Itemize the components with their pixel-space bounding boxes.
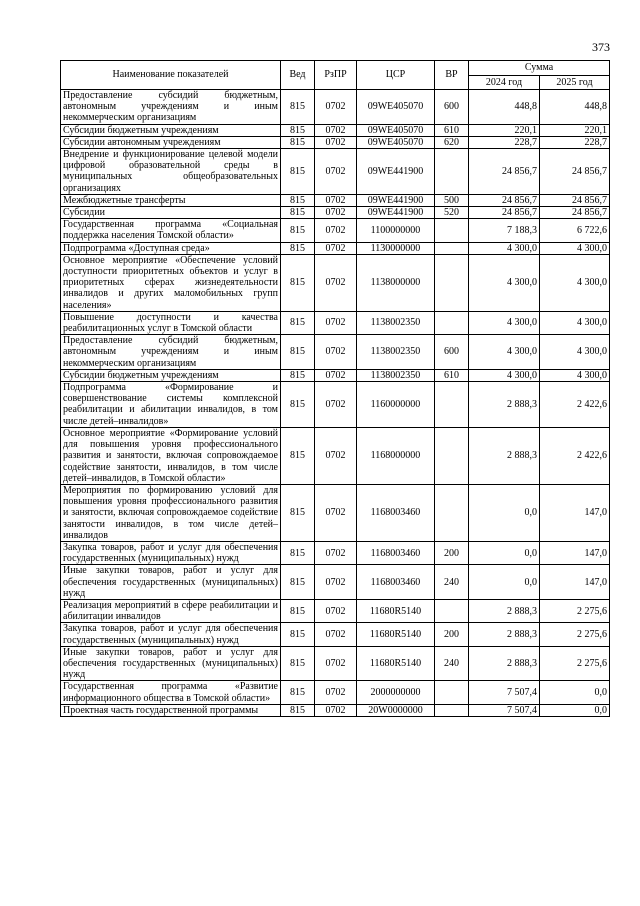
row-ved: 815 — [281, 335, 315, 370]
header-year-2024: 2024 год — [469, 75, 540, 90]
row-ved: 815 — [281, 623, 315, 646]
row-vr: 500 — [435, 194, 469, 206]
row-csr: 1168003460 — [357, 484, 435, 541]
row-name: Субсидии бюджетным учреждениям — [61, 124, 281, 136]
row-rzpr: 0702 — [315, 254, 357, 311]
row-vr: 600 — [435, 335, 469, 370]
row-sum-2024: 0,0 — [469, 541, 540, 564]
row-sum-2025: 4 300,0 — [540, 311, 610, 334]
row-name: Закупка товаров, работ и услуг для обеспечения государственных (муниципальных) нужд — [61, 623, 281, 646]
table-row — [61, 541, 610, 564]
row-rzpr: 0702 — [315, 90, 357, 125]
row-name: Предоставление субсидий бюджетным, автономным учреждениям и иным некоммерческим организациям — [61, 335, 281, 370]
header-csr: ЦСР — [357, 61, 435, 90]
row-csr: 11680R5140 — [357, 623, 435, 646]
row-sum-2024: 4 300,0 — [469, 369, 540, 381]
table-row — [61, 207, 610, 219]
row-vr: 620 — [435, 136, 469, 148]
row-ved: 815 — [281, 681, 315, 704]
header-year-2025: 2025 год — [540, 75, 610, 90]
row-vr — [435, 681, 469, 704]
row-csr: 1168003460 — [357, 541, 435, 564]
row-vr — [435, 149, 469, 195]
row-sum-2025: 4 300,0 — [540, 369, 610, 381]
row-rzpr: 0702 — [315, 136, 357, 148]
row-csr: 1168003460 — [357, 565, 435, 600]
row-name: Внедрение и функционирование целевой модели цифровой образовательной среды в муниципальных общеобразовательных организациях — [61, 149, 281, 195]
row-vr: 200 — [435, 541, 469, 564]
table-row — [61, 565, 610, 600]
row-sum-2024: 220,1 — [469, 124, 540, 136]
row-name: Иные закупки товаров, работ и услуг для обеспечения государственных (муниципальных) нужд — [61, 646, 281, 681]
row-csr: 09WE441900 — [357, 194, 435, 206]
row-sum-2025: 4 300,0 — [540, 242, 610, 254]
table-row — [61, 646, 610, 681]
row-csr: 1138002350 — [357, 335, 435, 370]
row-ved: 815 — [281, 254, 315, 311]
table-row — [61, 382, 610, 428]
row-csr: 1138002350 — [357, 311, 435, 334]
row-sum-2025: 2 422,6 — [540, 382, 610, 428]
table-row — [61, 254, 610, 311]
row-rzpr: 0702 — [315, 207, 357, 219]
header-sum: Сумма — [469, 61, 610, 76]
row-sum-2025: 2 275,6 — [540, 623, 610, 646]
row-ved: 815 — [281, 124, 315, 136]
row-name: Мероприятия по формированию условий для повышения уровня профессионального развития и занятости, включая сопровождаемое содействие занятости инвалидов, в том числе детей–инвалидов — [61, 484, 281, 541]
row-sum-2025: 2 275,6 — [540, 646, 610, 681]
table-row — [61, 335, 610, 370]
row-rzpr: 0702 — [315, 646, 357, 681]
row-csr: 11680R5140 — [357, 646, 435, 681]
row-name: Субсидии автономным учреждениям — [61, 136, 281, 148]
row-vr — [435, 311, 469, 334]
row-name: Основное мероприятие «Обеспечение условий доступности приоритетных объектов и услуг в приоритетных сферах жизнедеятельности инвалидов и других маломобильных групп населения» — [61, 254, 281, 311]
table-row — [61, 136, 610, 148]
row-rzpr: 0702 — [315, 219, 357, 242]
row-ved: 815 — [281, 382, 315, 428]
row-csr: 1138000000 — [357, 254, 435, 311]
row-ved: 815 — [281, 242, 315, 254]
table-row — [61, 623, 610, 646]
header-name: Наименование показателей — [61, 61, 281, 90]
row-vr — [435, 427, 469, 484]
row-csr: 1130000000 — [357, 242, 435, 254]
row-sum-2024: 2 888,3 — [469, 427, 540, 484]
row-ved: 815 — [281, 311, 315, 334]
table-row — [61, 681, 610, 704]
row-csr: 09WE405070 — [357, 90, 435, 125]
row-csr: 1138002350 — [357, 369, 435, 381]
row-name: Субсидии бюджетным учреждениям — [61, 369, 281, 381]
row-name: Реализация мероприятий в сфере реабилитации и абилитации инвалидов — [61, 599, 281, 622]
row-ved: 815 — [281, 484, 315, 541]
row-csr: 09WE441900 — [357, 207, 435, 219]
row-ved: 815 — [281, 599, 315, 622]
budget-table — [60, 60, 610, 717]
row-rzpr: 0702 — [315, 484, 357, 541]
row-sum-2024: 2 888,3 — [469, 623, 540, 646]
row-rzpr: 0702 — [315, 623, 357, 646]
row-sum-2025: 228,7 — [540, 136, 610, 148]
table-row — [61, 704, 610, 716]
row-name: Субсидии — [61, 207, 281, 219]
row-rzpr: 0702 — [315, 704, 357, 716]
header-vr: ВР — [435, 61, 469, 90]
row-vr — [435, 254, 469, 311]
row-sum-2024: 448,8 — [469, 90, 540, 125]
row-sum-2025: 0,0 — [540, 681, 610, 704]
row-sum-2024: 4 300,0 — [469, 335, 540, 370]
row-sum-2024: 24 856,7 — [469, 207, 540, 219]
row-ved: 815 — [281, 646, 315, 681]
row-rzpr: 0702 — [315, 369, 357, 381]
row-sum-2024: 228,7 — [469, 136, 540, 148]
row-sum-2025: 0,0 — [540, 704, 610, 716]
row-sum-2025: 24 856,7 — [540, 207, 610, 219]
table-row — [61, 484, 610, 541]
row-vr: 200 — [435, 623, 469, 646]
row-ved: 815 — [281, 565, 315, 600]
table-row — [61, 599, 610, 622]
row-ved: 815 — [281, 704, 315, 716]
row-vr — [435, 704, 469, 716]
row-sum-2024: 24 856,7 — [469, 149, 540, 195]
row-csr: 2000000000 — [357, 681, 435, 704]
row-name: Подпрограмма «Формирование и совершенствование системы комплексной реабилитации и абилитации инвалидов, в том числе детей–инвалидов» — [61, 382, 281, 428]
row-sum-2024: 4 300,0 — [469, 242, 540, 254]
row-sum-2024: 7 507,4 — [469, 681, 540, 704]
row-name: Основное мероприятие «Формирование условий для повышения уровня профессионального развития и занятости, включая сопровождаемое содействие занятости, инвалидов, в том числе детей–инвалидов, в Томской области» — [61, 427, 281, 484]
table-body — [61, 90, 610, 717]
row-rzpr: 0702 — [315, 124, 357, 136]
row-rzpr: 0702 — [315, 681, 357, 704]
row-csr: 1160000000 — [357, 382, 435, 428]
row-name: Повышение доступности и качества реабилитационных услуг в Томской области — [61, 311, 281, 334]
table-row — [61, 149, 610, 195]
table-row — [61, 90, 610, 125]
row-sum-2024: 4 300,0 — [469, 311, 540, 334]
row-vr: 240 — [435, 565, 469, 600]
row-sum-2025: 448,8 — [540, 90, 610, 125]
row-rzpr: 0702 — [315, 335, 357, 370]
row-csr: 09WE405070 — [357, 124, 435, 136]
row-vr: 610 — [435, 369, 469, 381]
row-name: Проектная часть государственной программы — [61, 704, 281, 716]
row-sum-2024: 2 888,3 — [469, 382, 540, 428]
table-row — [61, 219, 610, 242]
row-name: Государственная программа «Развитие информационного общества в Томской области» — [61, 681, 281, 704]
header-rzpr: РзПР — [315, 61, 357, 90]
row-csr: 09WE441900 — [357, 149, 435, 195]
row-vr — [435, 382, 469, 428]
row-sum-2025: 24 856,7 — [540, 194, 610, 206]
row-sum-2025: 24 856,7 — [540, 149, 610, 195]
row-ved: 815 — [281, 541, 315, 564]
table-row — [61, 369, 610, 381]
table-row — [61, 242, 610, 254]
row-rzpr: 0702 — [315, 149, 357, 195]
row-ved: 815 — [281, 136, 315, 148]
row-rzpr: 0702 — [315, 541, 357, 564]
row-vr — [435, 599, 469, 622]
row-vr — [435, 484, 469, 541]
header-ved: Вед — [281, 61, 315, 90]
table-row — [61, 427, 610, 484]
row-csr: 20W0000000 — [357, 704, 435, 716]
row-csr: 11680R5140 — [357, 599, 435, 622]
row-sum-2024: 0,0 — [469, 565, 540, 600]
row-name: Предоставление субсидий бюджетным, автономным учреждениям и иным некоммерческим организациям — [61, 90, 281, 125]
row-vr — [435, 242, 469, 254]
row-sum-2025: 2 275,6 — [540, 599, 610, 622]
row-name: Межбюджетные трансферты — [61, 194, 281, 206]
row-sum-2024: 2 888,3 — [469, 599, 540, 622]
row-sum-2024: 7 507,4 — [469, 704, 540, 716]
row-rzpr: 0702 — [315, 427, 357, 484]
row-rzpr: 0702 — [315, 565, 357, 600]
row-name: Государственная программа «Социальная поддержка населения Томской области» — [61, 219, 281, 242]
row-sum-2024: 2 888,3 — [469, 646, 540, 681]
row-sum-2025: 147,0 — [540, 565, 610, 600]
row-ved: 815 — [281, 90, 315, 125]
row-sum-2025: 4 300,0 — [540, 254, 610, 311]
row-sum-2024: 7 188,3 — [469, 219, 540, 242]
row-vr: 600 — [435, 90, 469, 125]
row-rzpr: 0702 — [315, 311, 357, 334]
row-ved: 815 — [281, 427, 315, 484]
table-row — [61, 124, 610, 136]
row-vr — [435, 219, 469, 242]
row-rzpr: 0702 — [315, 242, 357, 254]
row-sum-2025: 147,0 — [540, 484, 610, 541]
row-csr: 09WE405070 — [357, 136, 435, 148]
row-sum-2025: 147,0 — [540, 541, 610, 564]
row-vr: 520 — [435, 207, 469, 219]
row-rzpr: 0702 — [315, 382, 357, 428]
table-row — [61, 311, 610, 334]
table-row — [61, 194, 610, 206]
row-vr: 240 — [435, 646, 469, 681]
row-ved: 815 — [281, 207, 315, 219]
row-sum-2024: 4 300,0 — [469, 254, 540, 311]
row-sum-2025: 220,1 — [540, 124, 610, 136]
row-sum-2025: 4 300,0 — [540, 335, 610, 370]
row-csr: 1100000000 — [357, 219, 435, 242]
row-sum-2024: 0,0 — [469, 484, 540, 541]
row-vr: 610 — [435, 124, 469, 136]
row-rzpr: 0702 — [315, 194, 357, 206]
row-sum-2025: 6 722,6 — [540, 219, 610, 242]
row-sum-2024: 24 856,7 — [469, 194, 540, 206]
row-ved: 815 — [281, 149, 315, 195]
row-ved: 815 — [281, 194, 315, 206]
row-name: Иные закупки товаров, работ и услуг для обеспечения государственных (муниципальных) нужд — [61, 565, 281, 600]
row-ved: 815 — [281, 369, 315, 381]
row-rzpr: 0702 — [315, 599, 357, 622]
row-name: Закупка товаров, работ и услуг для обеспечения государственных (муниципальных) нужд — [61, 541, 281, 564]
row-csr: 1168000000 — [357, 427, 435, 484]
table-header — [61, 61, 610, 90]
row-sum-2025: 2 422,6 — [540, 427, 610, 484]
row-ved: 815 — [281, 219, 315, 242]
page-number: 373 — [592, 40, 610, 54]
row-name: Подпрограмма «Доступная среда» — [61, 242, 281, 254]
